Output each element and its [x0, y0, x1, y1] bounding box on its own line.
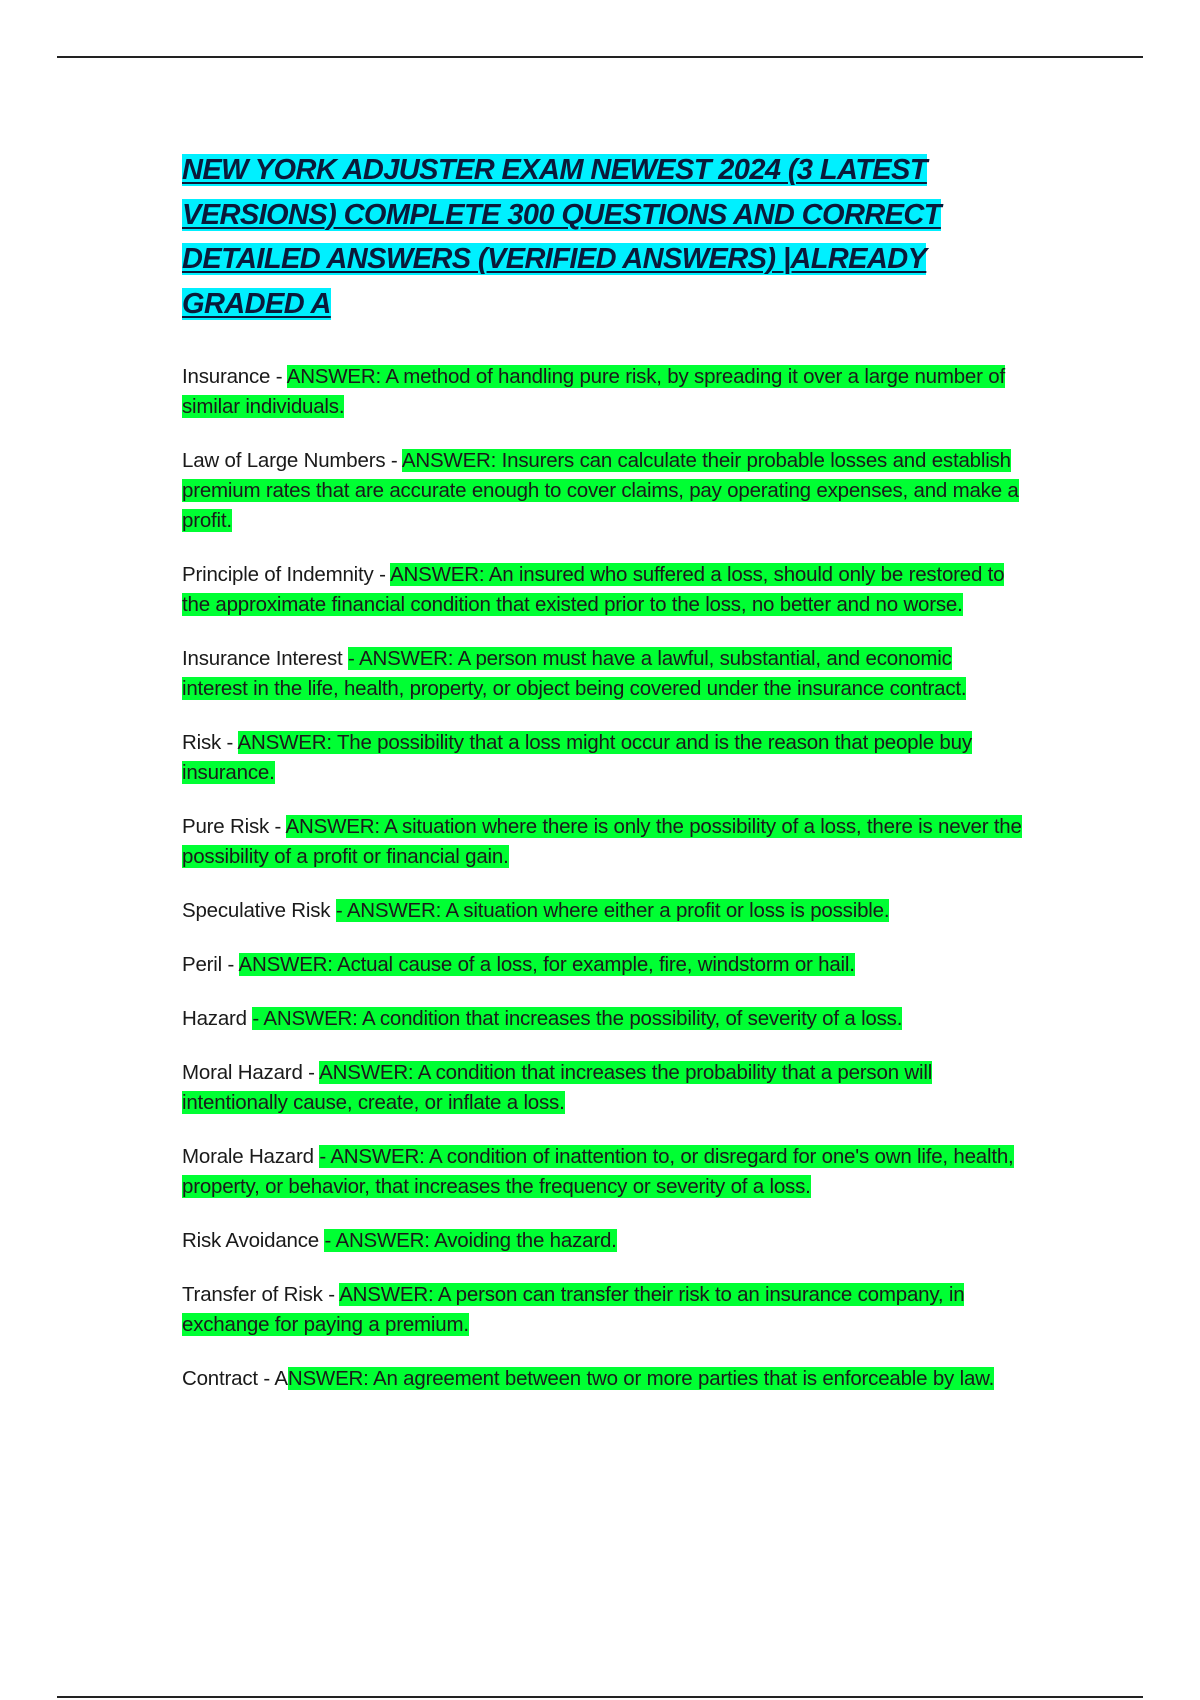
qa-term: Speculative Risk: [182, 899, 336, 922]
qa-item: [182, 1142, 1022, 1202]
qa-term: Morale Hazard: [182, 1145, 320, 1168]
qa-answer: ANSWER: A condition that increases the probability that a person will intentionally cause, create, or inflate a loss.: [182, 1061, 933, 1114]
qa-term: Law of Large Numbers -: [182, 449, 402, 472]
qa-item: [182, 446, 1022, 536]
qa-term: Pure Risk -: [182, 815, 286, 838]
qa-item: [182, 1058, 1022, 1118]
qa-term: Hazard: [182, 1007, 253, 1030]
qa-answer: - ANSWER: Avoiding the hazard.: [324, 1229, 617, 1252]
qa-term: Risk Avoidance: [182, 1229, 325, 1252]
qa-item: [182, 896, 1022, 926]
qa-term: Moral Hazard -: [182, 1061, 320, 1084]
qa-term: Transfer of Risk -: [182, 1283, 340, 1306]
qa-answer: - ANSWER: A situation where either a profit or loss is possible.: [335, 899, 890, 922]
qa-answer: ANSWER: The possibility that a loss might occur and is the reason that people buy insurance.: [182, 731, 972, 784]
qa-term: Principle of Indemnity -: [182, 563, 391, 586]
qa-answer: ANSWER: Insurers can calculate their probable losses and establish premium rates that are accurate enough to cover claims, pay operating expenses, and make a profit.: [182, 449, 1019, 532]
qa-answer: - ANSWER: A condition of inattention to, or disregard for one's own life, health, property, or behavior, that increases the frequency or severity of a loss.: [182, 1145, 1014, 1198]
document-body: [182, 148, 1022, 1418]
qa-item: [182, 1364, 1022, 1394]
qa-item: [182, 362, 1022, 422]
qa-term: Insurance -: [182, 365, 287, 388]
document-title-text: NEW YORK ADJUSTER EXAM NEWEST 2024 (3 LATEST VERSIONS) COMPLETE 300 QUESTIONS AND CORRECT DETAILED ANSWERS (VERIFIED ANSWERS) |ALREADY GRADED A: [182, 154, 941, 320]
qa-term: Contract - A: [182, 1367, 288, 1390]
top-rule: [57, 56, 1143, 58]
qa-term: Risk -: [182, 731, 238, 754]
qa-term: Insurance Interest: [182, 647, 348, 670]
qa-answer: - ANSWER: A condition that increases the possibility, of severity of a loss.: [252, 1007, 903, 1030]
qa-item: [182, 1004, 1022, 1034]
qa-item: [182, 644, 1022, 704]
qa-answer: ANSWER: A method of handling pure risk, by spreading it over a large number of similar individuals.: [182, 365, 1005, 418]
qa-list: [182, 362, 1022, 1394]
bottom-rule: [57, 1696, 1143, 1698]
qa-item: [182, 560, 1022, 620]
qa-answer: ANSWER: An insured who suffered a loss, should only be restored to the approximate financial condition that existed prior to the loss, no better and no worse.: [182, 563, 1005, 616]
qa-item: [182, 812, 1022, 872]
qa-item: [182, 728, 1022, 788]
qa-answer: ANSWER: A situation where there is only the possibility of a loss, there is never the possibility of a profit or financial gain.: [182, 815, 1022, 868]
qa-answer: NSWER: An agreement between two or more parties that is enforceable by law.: [287, 1367, 995, 1390]
qa-answer: - ANSWER: A person must have a lawful, substantial, and economic interest in the life, health, property, or object being covered under the insurance contract.: [182, 647, 967, 700]
qa-answer: ANSWER: Actual cause of a loss, for example, fire, windstorm or hail.: [238, 953, 855, 976]
document-title: [182, 148, 1022, 326]
qa-item: [182, 950, 1022, 980]
qa-item: [182, 1226, 1022, 1256]
qa-item: [182, 1280, 1022, 1340]
qa-term: Peril -: [182, 953, 239, 976]
qa-answer: ANSWER: A person can transfer their risk to an insurance company, in exchange for paying a premium.: [182, 1283, 965, 1336]
